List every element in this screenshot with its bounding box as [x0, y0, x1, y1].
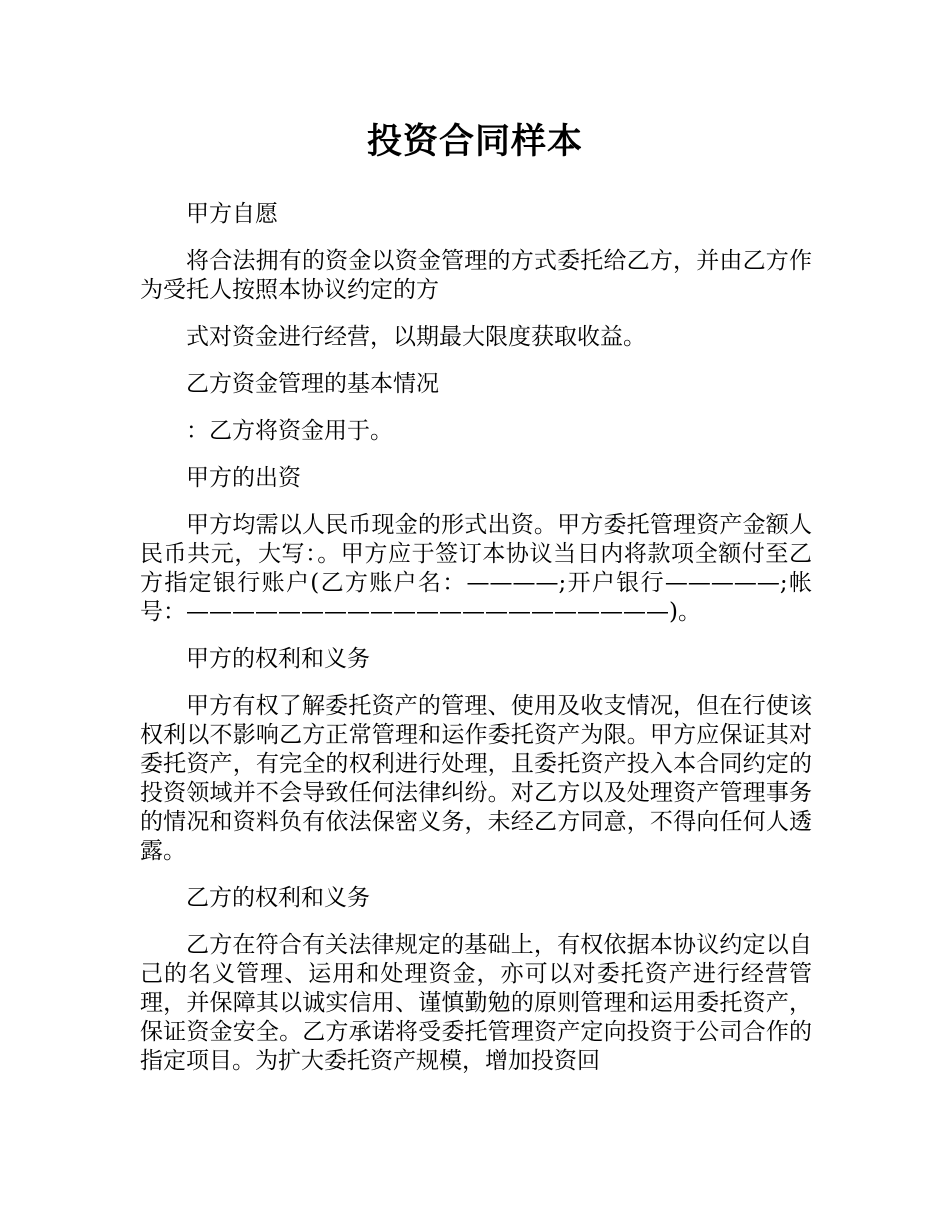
section-heading-fund-management: 乙方资金管理的基本情况: [186, 371, 439, 397]
paragraph-management-purpose: 式对资金进行经营，以期最大限度获取收益。: [186, 324, 646, 350]
section-heading-contribution: 甲方的出资: [186, 465, 301, 491]
paragraph-fund-usage: ：乙方将资金用于。: [186, 418, 393, 444]
paragraph-party-a-rights: 甲方有权了解委托资产的管理、使用及收支情况，但在行使该权利以不影响乙方正常管理和运作委托资产为限。甲方应保证其对委托资产，有完全的权利进行处理，且委托资产投入本合同约定的投资领域并不会导致任何法律纠纷。对乙方以及处理资产管理事务的情况和资料负有依法保密义务，未经乙方同意，不得向任何人透露。: [140, 693, 812, 864]
paragraph-entrustment: 将合法拥有的资金以资金管理的方式委托给乙方，并由乙方作为受托人按照本协议约定的方: [140, 248, 812, 303]
paragraph-party-a-voluntary: 甲方自愿: [186, 201, 278, 227]
section-heading-party-b-rights: 乙方的权利和义务: [186, 885, 370, 911]
document-body: [140, 200, 812, 1094]
paragraph-contribution-terms: 甲方均需以人民币现金的形式出资。甲方委托管理资产金额人民币共元，大写：。甲方应于签订本协议当日内将款项全额付至乙方指定银行账户(乙方账户名：————;开户银行—————;帐号：—————————————————————)。: [140, 512, 812, 625]
paragraph-party-b-rights: 乙方在符合有关法律规定的基础上，有权依据本协议约定以自己的名义管理、运用和处理资金，亦可以对委托资产进行经营管理，并保障其以诚实信用、谨慎勤勉的原则管理和运用委托资产，保证资金安全。乙方承诺将受委托管理资产定向投资于公司合作的指定项目。为扩大委托资产规模，增加投资回: [140, 932, 812, 1074]
document-title: 投资合同样本: [366, 122, 583, 162]
section-heading-party-a-rights: 甲方的权利和义务: [186, 646, 370, 672]
